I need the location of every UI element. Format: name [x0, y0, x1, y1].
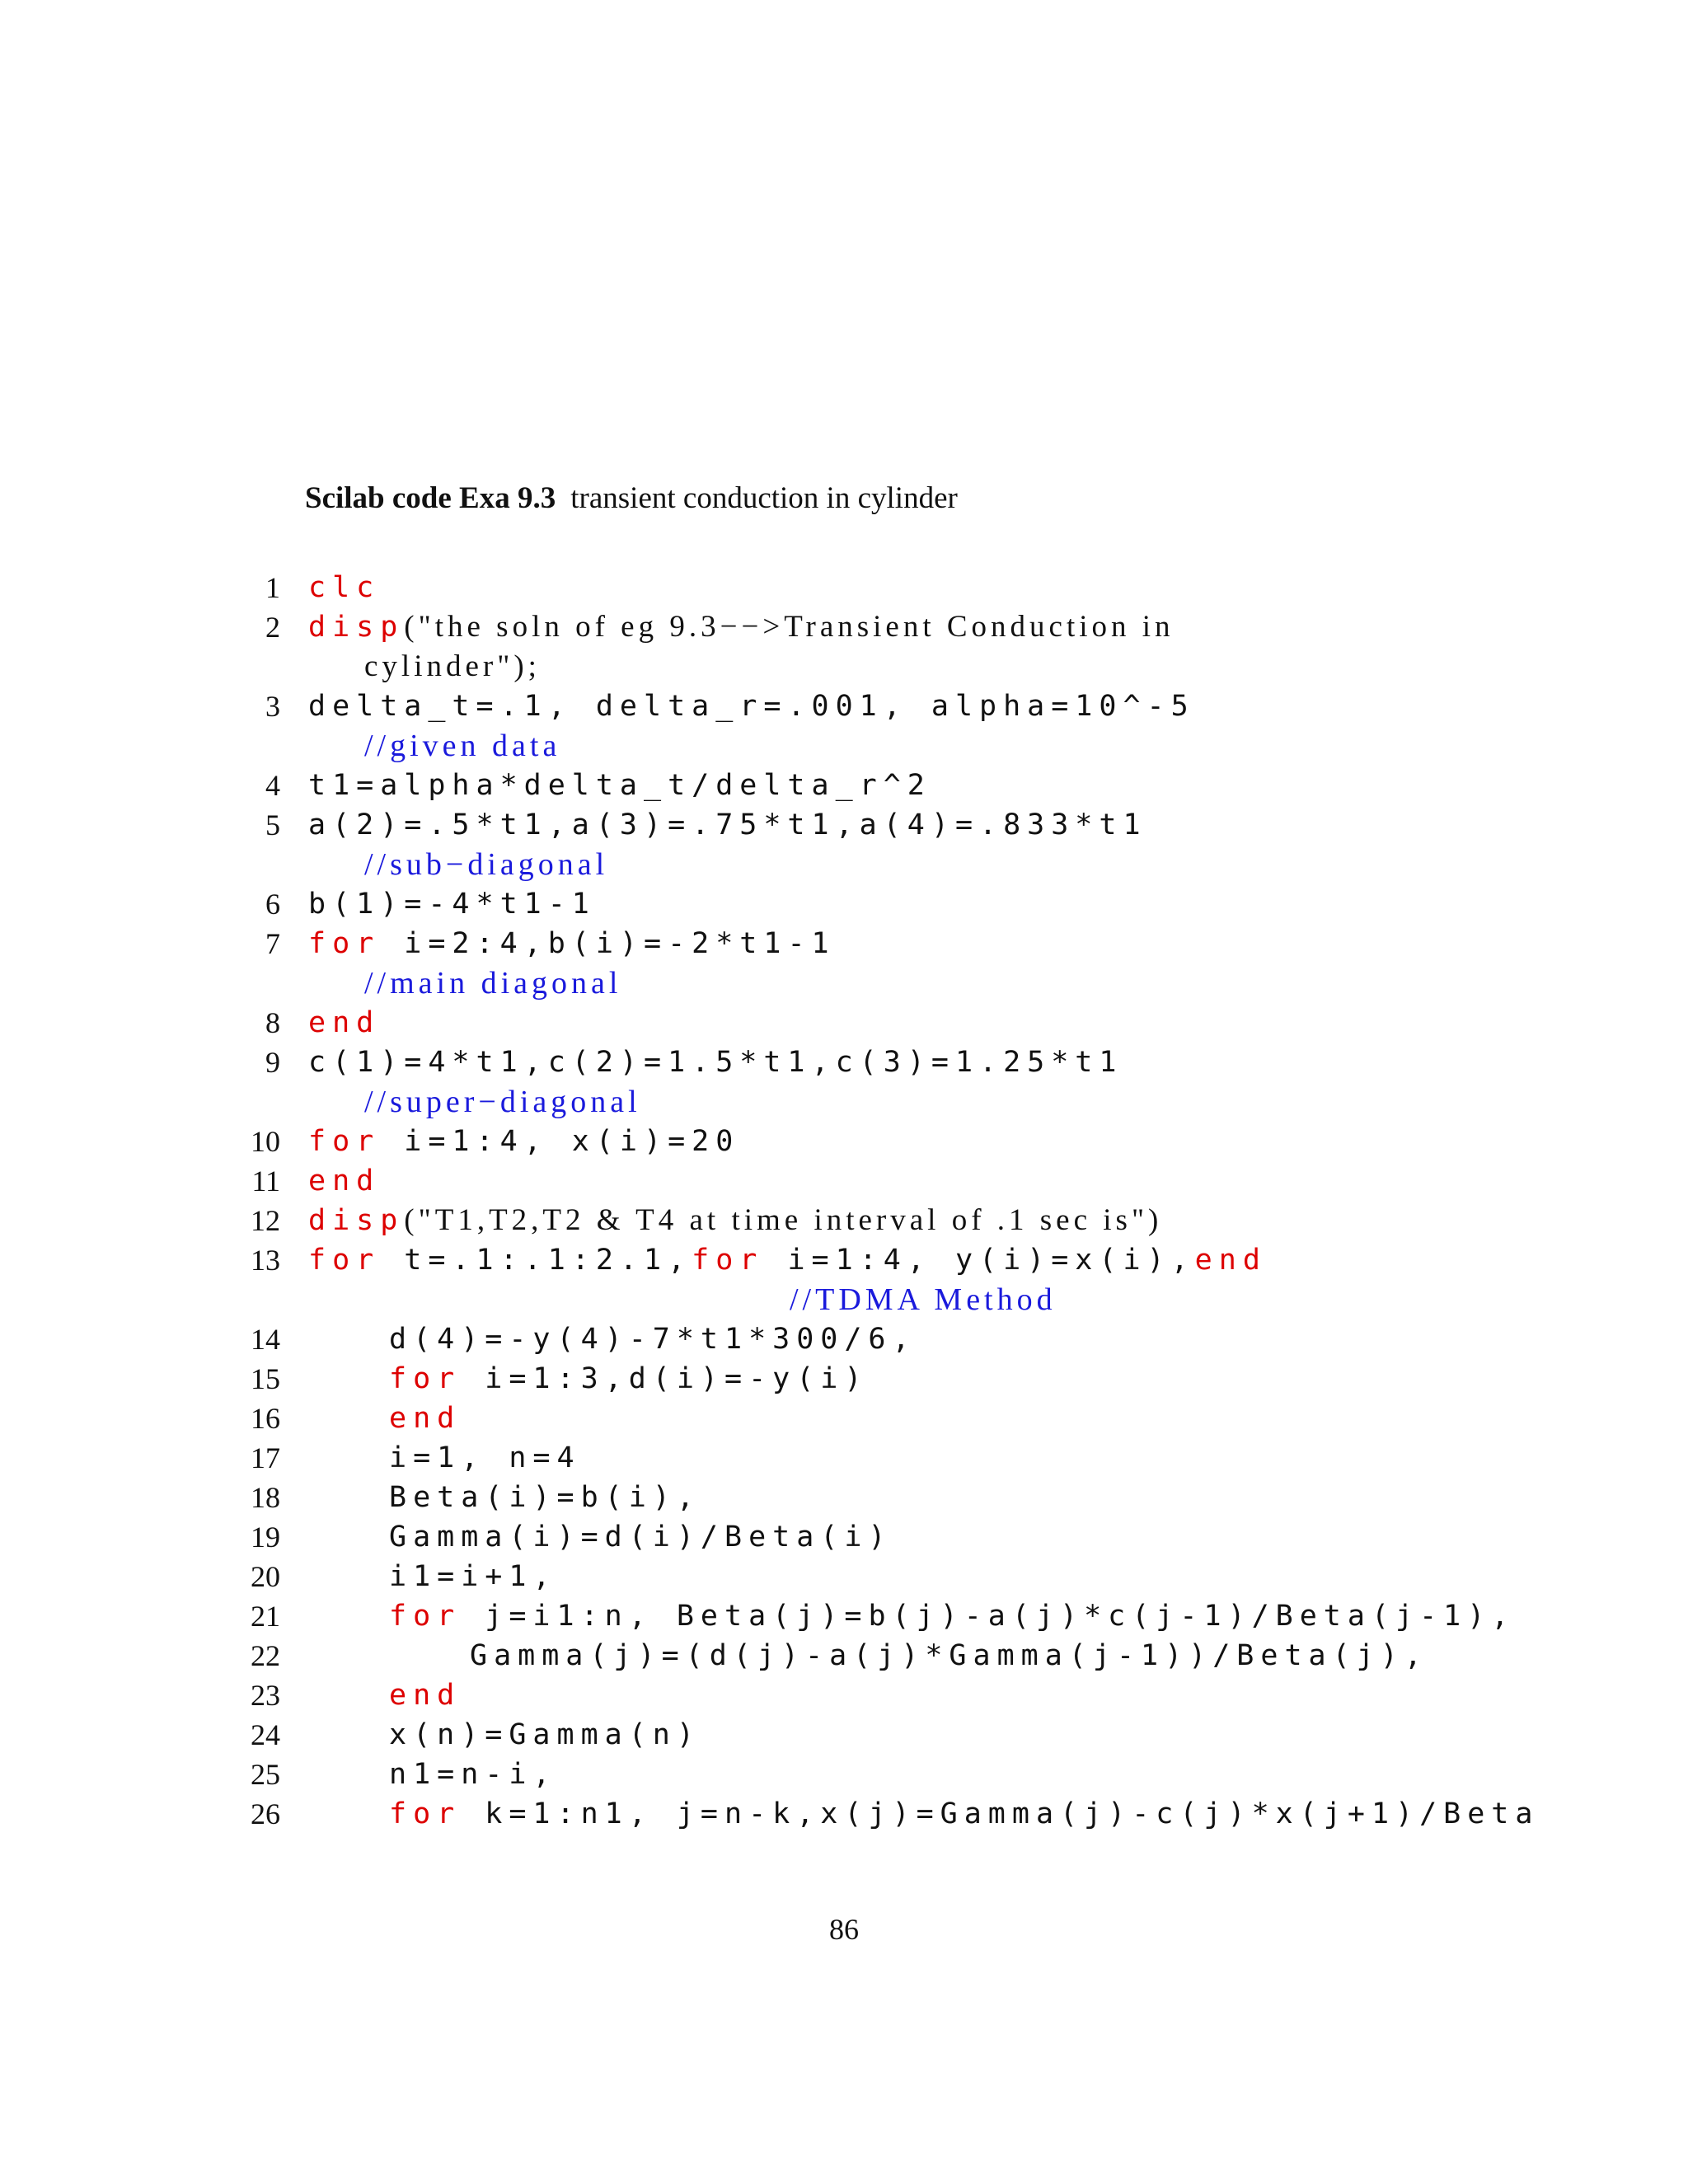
code-line: [0, 568, 1484, 607]
code-line: [0, 1557, 1484, 1596]
line-number: 20: [251, 1560, 280, 1593]
code-line: [0, 1438, 1484, 1478]
line-number: 24: [251, 1718, 280, 1751]
code-line-wrap: [0, 845, 1484, 884]
line-number: 26: [251, 1797, 280, 1830]
code-text: j=i1:n, Beta(j)=b(j)-a(j)*c(j-1)/Beta(j-1),: [461, 1600, 1516, 1633]
code-text: Gamma(i)=d(i)/Beta(i): [389, 1521, 893, 1554]
code-text: d(4)=-y(4)-7*t1*300/6,: [389, 1323, 917, 1356]
comment: //super−diagonal: [364, 1085, 641, 1119]
code-line-wrap: [0, 1280, 1484, 1319]
keyword: for: [308, 1125, 381, 1158]
code-line: [0, 1003, 1484, 1043]
keyword: for: [308, 1244, 381, 1277]
line-number: 16: [251, 1402, 280, 1435]
keyword: end: [1194, 1244, 1267, 1277]
line-number: 14: [251, 1323, 280, 1356]
line-number: 4: [265, 769, 280, 802]
keyword: for: [692, 1244, 764, 1277]
page-number: 86: [829, 1913, 859, 1946]
code-line: [0, 884, 1484, 924]
code-line-wrap: [0, 1082, 1484, 1122]
line-number: 21: [251, 1600, 280, 1633]
keyword: for: [389, 1797, 462, 1830]
string-literal: ("T1,T2,T2 & T4 at time interval of .1 sec is"): [404, 1203, 1163, 1237]
code-line: [0, 1794, 1540, 1834]
code-line: [0, 1399, 1484, 1438]
code-text: t=.1:.1:2.1,: [380, 1244, 692, 1277]
caption-label: Scilab code Exa 9.3: [305, 481, 556, 515]
string-literal: cylinder");: [364, 649, 541, 683]
code-text: i=1:3,d(i)=-y(i): [461, 1362, 869, 1395]
code-text: Beta(i)=b(i),: [389, 1481, 701, 1514]
code-text: i=1:4, x(i)=20: [380, 1125, 740, 1158]
line-number: 11: [251, 1165, 280, 1197]
line-number: 7: [265, 927, 280, 960]
line-number: 22: [251, 1639, 280, 1672]
code-line: [0, 766, 1484, 805]
comment: //main diagonal: [364, 966, 622, 1001]
code-text: n1=n-i,: [389, 1758, 557, 1791]
code-caption: [305, 480, 958, 516]
code-text: c(1)=4*t1,c(2)=1.5*t1,c(3)=1.25*t1: [308, 1046, 1123, 1079]
string-literal: ("the soln of eg 9.3−−>Transient Conduction in: [404, 610, 1175, 644]
line-number: 1: [265, 571, 280, 604]
code-line: [0, 1201, 1484, 1240]
code-line-wrap: [0, 963, 1484, 1003]
code-text: i=1, n=4: [389, 1441, 581, 1474]
code-line: [0, 607, 1484, 647]
keyword: for: [389, 1600, 462, 1633]
keyword: disp: [308, 1204, 405, 1237]
code-line: [0, 924, 1484, 963]
code-line: [0, 1715, 1484, 1755]
line-number: 18: [251, 1481, 280, 1514]
code-line: [0, 1517, 1484, 1557]
code-line-wrap: [0, 647, 1484, 687]
line-number: 5: [265, 808, 280, 841]
line-number: 10: [251, 1125, 280, 1158]
line-number: 3: [265, 690, 280, 723]
code-line: [0, 1478, 1484, 1517]
code-line-wrap: [0, 726, 1484, 766]
code-text: k=1:n1, j=n-k,x(j)=Gamma(j)-c(j)*x(j+1)/Beta: [461, 1797, 1540, 1830]
keyword: end: [389, 1679, 462, 1712]
code-text: delta_t=.1, delta_r=.001, alpha=10^-5: [308, 690, 1195, 723]
line-number: 9: [265, 1046, 280, 1079]
code-line: [0, 1043, 1484, 1082]
line-number: 19: [251, 1521, 280, 1554]
line-number: 2: [265, 611, 280, 644]
line-number: 23: [251, 1679, 280, 1712]
code-line: [0, 1755, 1484, 1794]
line-number: 25: [251, 1758, 280, 1791]
line-number: 17: [251, 1441, 280, 1474]
line-number: 6: [265, 888, 280, 921]
comment: //TDMA Method: [790, 1282, 1057, 1317]
code-line: [0, 1122, 1484, 1161]
line-number: 8: [265, 1006, 280, 1039]
line-number: 12: [251, 1204, 280, 1237]
line-number: 13: [251, 1244, 280, 1277]
caption-title: transient conduction in cylinder: [570, 481, 958, 515]
code-line: [0, 1240, 1484, 1280]
line-number: 15: [251, 1362, 280, 1395]
code-line: [0, 1319, 1484, 1359]
code-line: [0, 1359, 1484, 1399]
comment: //sub−diagonal: [364, 847, 609, 882]
code-text: a(2)=.5*t1,a(3)=.75*t1,a(4)=.833*t1: [308, 808, 1147, 841]
keyword: disp: [308, 611, 405, 644]
comment: //given data: [364, 729, 561, 763]
keyword: for: [389, 1362, 462, 1395]
keyword: end: [308, 1006, 381, 1039]
keyword: for: [308, 927, 381, 960]
code-line: [0, 1675, 1484, 1715]
code-line: [0, 1161, 1484, 1201]
code-line: [0, 805, 1484, 845]
code-text: i1=i+1,: [389, 1560, 557, 1593]
keyword: end: [308, 1165, 381, 1197]
code-text: i=1:4, y(i)=x(i),: [763, 1244, 1195, 1277]
code-text: b(1)=-4*t1-1: [308, 888, 596, 921]
keyword: end: [389, 1402, 462, 1435]
keyword: clc: [308, 571, 381, 604]
code-line: [0, 1636, 1484, 1675]
code-line: [0, 1596, 1516, 1636]
code-text: i=2:4,b(i)=-2*t1-1: [380, 927, 836, 960]
code-text: Gamma(j)=(d(j)-a(j)*Gamma(j-1))/Beta(j),: [470, 1639, 1428, 1672]
code-line: [0, 687, 1484, 726]
code-text: t1=alpha*delta_t/delta_r^2: [308, 769, 931, 802]
code-text: x(n)=Gamma(n): [389, 1718, 701, 1751]
